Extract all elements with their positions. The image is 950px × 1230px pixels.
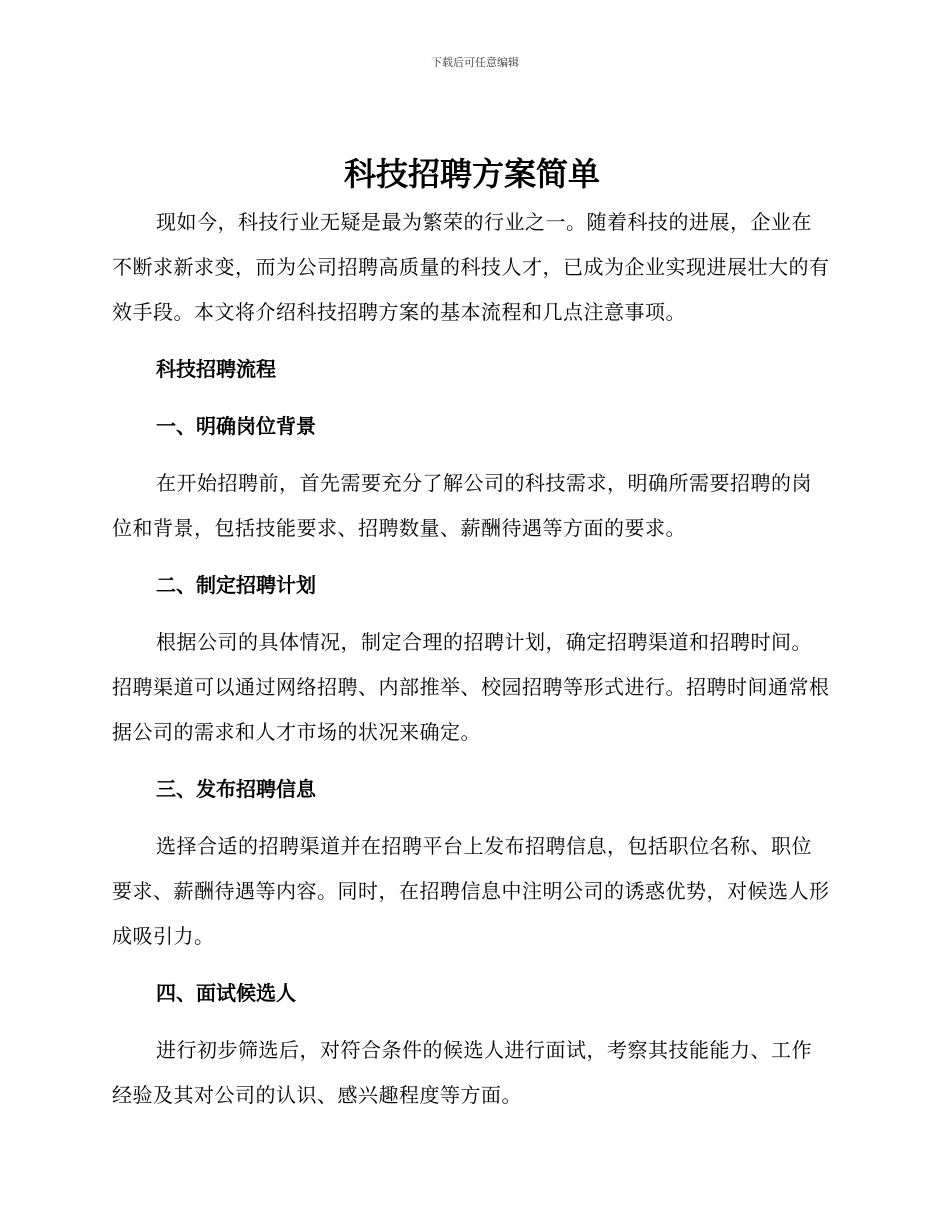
- spacer: [112, 959, 832, 971]
- header-note: 下载后可任意编辑: [431, 56, 519, 69]
- step-1-heading: 一、明确岗位背景: [156, 414, 316, 438]
- document-body: [112, 148, 832, 1118]
- spacer: [112, 1016, 832, 1028]
- step-1-body: 在开始招聘前，首先需要充分了解公司的科技需求，明确所需要招聘的岗位和背景，包括技能要求、招聘数量、薪酬待遇等方面的要求。: [112, 471, 812, 540]
- spacer: [112, 551, 832, 563]
- spacer: [112, 755, 832, 767]
- spacer: [112, 608, 832, 620]
- spacer: [112, 392, 832, 404]
- document-title: 科技招聘方案简单: [343, 155, 600, 193]
- step-2-heading: 二、制定招聘计划: [156, 573, 316, 597]
- step-4-heading: 四、面试候选人: [156, 981, 296, 1005]
- intro-paragraph: 现如今，科技行业无疑是最为繁荣的行业之一。随着科技的进展，企业在不断求新求变，而为公司招聘高质量的科技人才，已成为企业实现进展壮大的有效手段。本文将介绍科技招聘方案的基本流程和几点注意事项。: [112, 210, 830, 324]
- step-2-body: 根据公司的具体情况，制定合理的招聘计划，确定招聘渠道和招聘时间。招聘渠道可以通过网络招聘、内部推举、校园招聘等形式进行。招聘时间通常根据公司的需求和人才市场的状况来确定。: [112, 630, 830, 744]
- step-4-body: 进行初步筛选后，对符合条件的候选人进行面试，考察其技能能力、工作经验及其对公司的认识、感兴趣程度等方面。: [112, 1038, 812, 1107]
- section-heading: 科技招聘流程: [156, 357, 276, 381]
- step-3-heading: 三、发布招聘信息: [156, 777, 316, 801]
- spacer: [112, 449, 832, 461]
- spacer: [112, 812, 832, 824]
- step-3-body: 选择合适的招聘渠道并在招聘平台上发布招聘信息，包括职位名称、职位要求、薪酬待遇等内容。同时，在招聘信息中注明公司的诱惑优势，对候选人形成吸引力。: [112, 834, 830, 948]
- spacer: [112, 335, 832, 347]
